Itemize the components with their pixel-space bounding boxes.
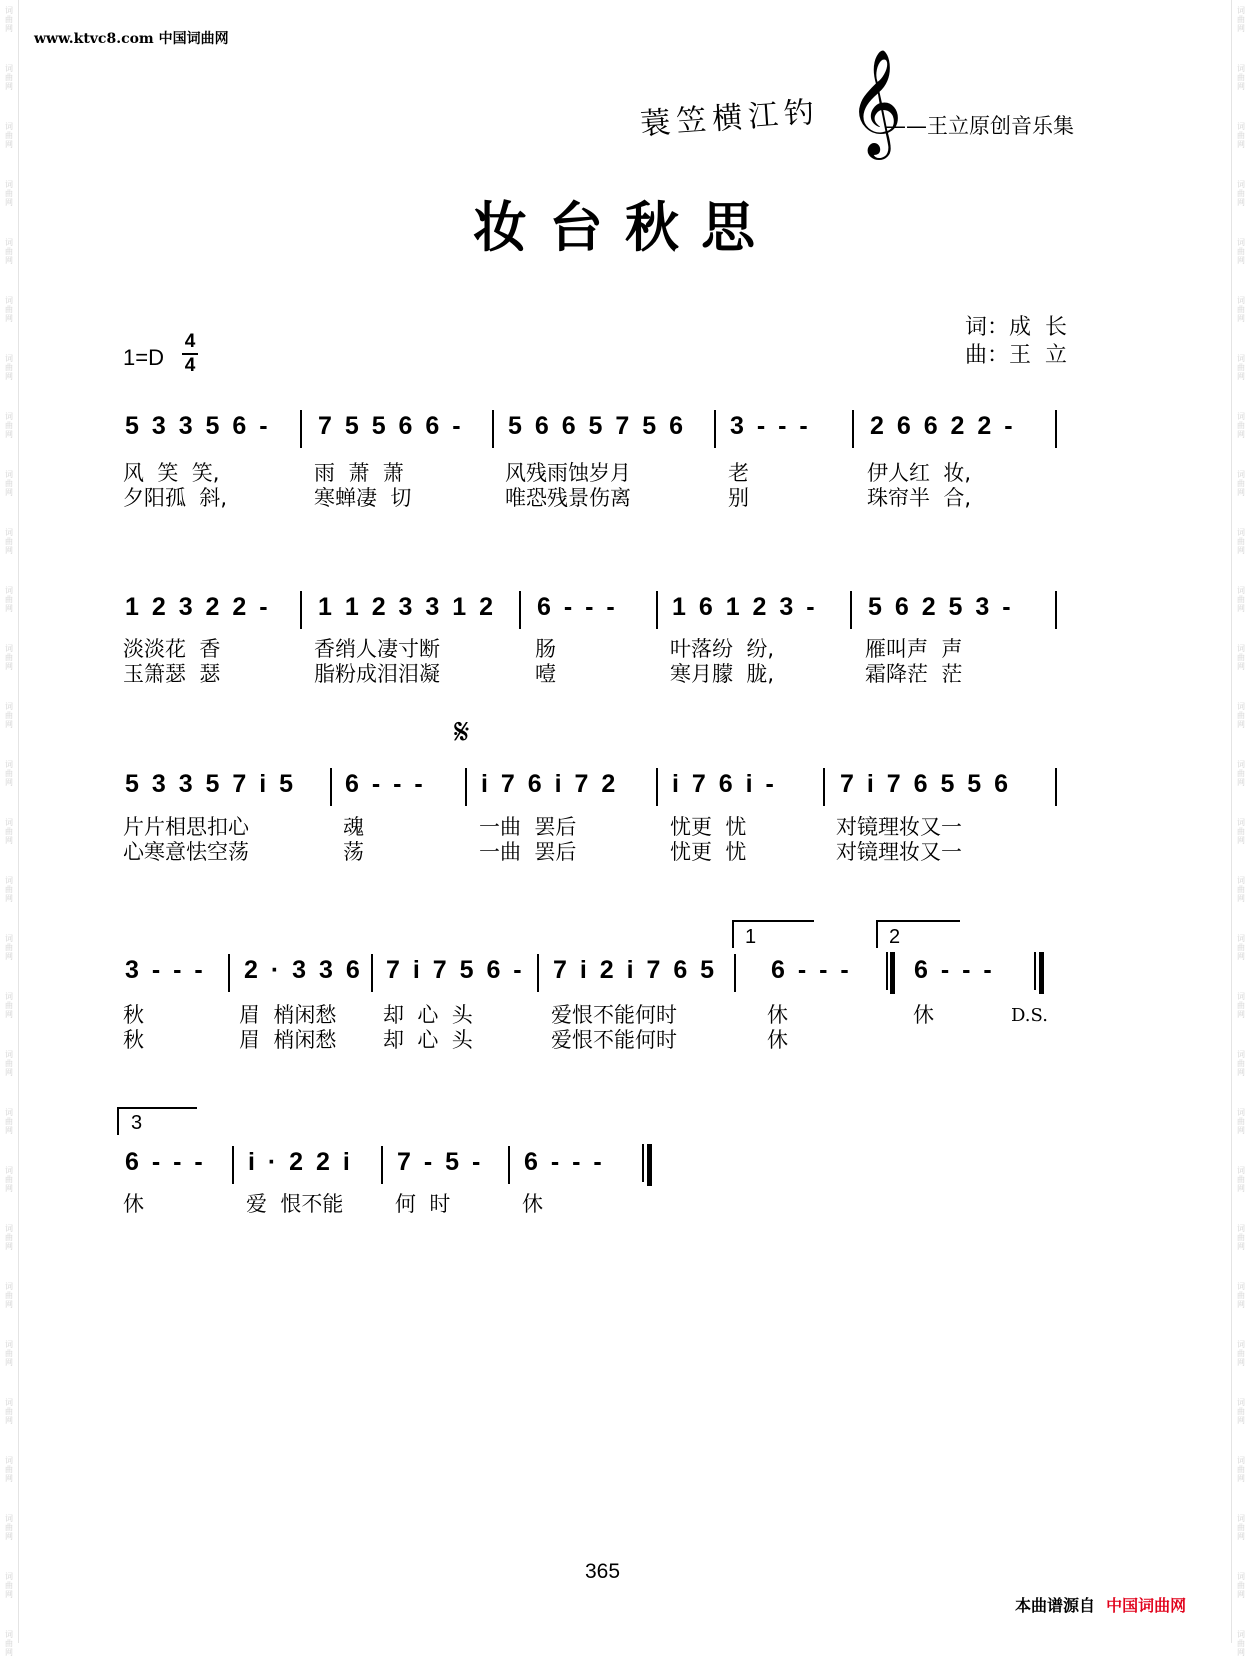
lyricist-credit: 词：成 长 bbox=[965, 315, 1067, 340]
watermark-text: 词 曲 网 bbox=[1237, 702, 1245, 729]
lyric-verse-1: 却 心 头 bbox=[383, 1003, 473, 1027]
watermark-text: 词 曲 网 bbox=[1237, 180, 1245, 207]
barline bbox=[656, 591, 658, 629]
collection-subtitle: ——王立原创音乐集 bbox=[885, 114, 1074, 138]
lyric-verse-1: 香绡人凄寸断 bbox=[314, 637, 440, 661]
measure-notes: 2 6 6 2 2 - bbox=[870, 412, 1016, 440]
watermark-text: 词 曲 网 bbox=[1237, 644, 1245, 671]
measure-notes: 7 i 2 i 7 6 5 bbox=[553, 956, 718, 984]
watermark-text: 词 曲 网 bbox=[5, 412, 13, 439]
lyric-verse-1: 雨 萧 萧 bbox=[314, 461, 404, 485]
lyric-verse-1: 眉 梢闲愁 bbox=[239, 1003, 337, 1027]
watermark-text: 词 曲 网 bbox=[1237, 6, 1245, 33]
measure-notes: 6 - - - bbox=[537, 593, 618, 621]
barline bbox=[1055, 768, 1057, 806]
watermark-text: 词 曲 网 bbox=[5, 702, 13, 729]
key-signature: 1=D bbox=[123, 345, 164, 370]
volta-number-3: 3 bbox=[131, 1112, 143, 1134]
barline bbox=[850, 591, 852, 629]
measure-notes: i 7 6 i - bbox=[672, 770, 777, 798]
repeat-barline-thick bbox=[890, 952, 895, 994]
watermark-text: 词 曲 网 bbox=[5, 1166, 13, 1193]
watermark-text: 词 曲 网 bbox=[5, 122, 13, 149]
measure-notes: 7 5 5 6 6 - bbox=[318, 412, 464, 440]
watermark-text: 词 曲 网 bbox=[1237, 470, 1245, 497]
lyric-verse-2: 却 心 头 bbox=[383, 1028, 473, 1052]
watermark-text: 词 曲 网 bbox=[5, 1514, 13, 1541]
barline bbox=[492, 410, 494, 448]
watermark-text: 词 曲 网 bbox=[1237, 528, 1245, 555]
barline bbox=[852, 410, 854, 448]
barline bbox=[714, 410, 716, 448]
measure-notes: 1 6 1 2 3 - bbox=[672, 593, 818, 621]
watermark-text: 词 曲 网 bbox=[5, 644, 13, 671]
watermark-text: 词 曲 网 bbox=[1237, 296, 1245, 323]
time-signature-bottom: 4 bbox=[184, 355, 196, 376]
lyric-verse-2: 夕阳孤 斜, bbox=[123, 486, 228, 510]
final-barline bbox=[642, 1144, 644, 1182]
lyric-verse-1: 魂 bbox=[343, 815, 364, 839]
site-name: 中国词曲网 bbox=[158, 31, 229, 47]
barline bbox=[734, 954, 736, 992]
lyric-verse-2: 对镜理妆又一 bbox=[836, 840, 962, 864]
watermark-text: 词 曲 网 bbox=[5, 6, 13, 33]
lyric-verse-1: 风 笑 笑, bbox=[123, 461, 220, 485]
dal-segno-mark: D.S. bbox=[1011, 1005, 1048, 1026]
watermark-text: 词 曲 网 bbox=[1237, 1050, 1245, 1077]
collection-title: 蓑笠横江钓 bbox=[639, 94, 822, 143]
lyric-verse-2: 寒月朦 胧, bbox=[670, 662, 775, 686]
lyric-verse-1: 爱 恨不能 bbox=[246, 1192, 344, 1216]
watermark-text: 词 曲 网 bbox=[5, 876, 13, 903]
lyric-verse-1: 忧更 忧 bbox=[670, 815, 747, 839]
site-header bbox=[34, 28, 229, 48]
song-title: 妆台秋思 bbox=[473, 195, 777, 259]
watermark-text: 词 曲 网 bbox=[5, 1572, 13, 1599]
segno-icon: 𝄋 bbox=[454, 712, 470, 753]
lyric-verse-2: 玉箫瑟 瑟 bbox=[123, 662, 221, 686]
watermark-text: 词 曲 网 bbox=[5, 934, 13, 961]
measure-notes: 1 1 2 3 3 1 2 bbox=[318, 593, 497, 621]
measure-notes: 5 6 2 5 3 - bbox=[868, 593, 1014, 621]
measure-notes: 7 i 7 5 6 - bbox=[386, 956, 525, 984]
watermark-text: 词 曲 网 bbox=[5, 760, 13, 787]
watermark-text: 词 曲 网 bbox=[1237, 1630, 1245, 1657]
watermark-text: 词 曲 网 bbox=[5, 818, 13, 845]
lyric-verse-1: 雁叫声 声 bbox=[865, 637, 963, 661]
lyric-verse-1: 休 bbox=[522, 1192, 543, 1216]
lyric-verse-2: 脂粉成泪泪凝 bbox=[314, 662, 440, 686]
watermark-text: 词 曲 网 bbox=[5, 296, 13, 323]
lyric-verse-2: 秋 bbox=[123, 1028, 144, 1052]
lyric-verse-2: 唯恐残景伤离 bbox=[505, 486, 631, 510]
barline bbox=[519, 591, 521, 629]
watermark-text: 词 曲 网 bbox=[1237, 1224, 1245, 1251]
repeat-barline bbox=[886, 952, 888, 990]
watermark-text: 词 曲 网 bbox=[5, 1456, 13, 1483]
volta-bracket-3 bbox=[117, 1107, 197, 1135]
lyric-verse-1: 休 bbox=[913, 1003, 934, 1027]
watermark-text: 词 曲 网 bbox=[1237, 1398, 1245, 1425]
source-credit bbox=[1015, 1593, 1186, 1616]
watermark-text: 词 曲 网 bbox=[1237, 818, 1245, 845]
lyric-verse-2: 爱恨不能何时 bbox=[551, 1028, 677, 1052]
barline bbox=[371, 954, 373, 992]
measure-notes: i · 2 2 i bbox=[248, 1148, 353, 1176]
watermark-text: 词 曲 网 bbox=[5, 992, 13, 1019]
lyric-verse-1: 一曲 罢后 bbox=[479, 815, 577, 839]
watermark-text: 词 曲 网 bbox=[1237, 1456, 1245, 1483]
watermark-text: 词 曲 网 bbox=[5, 1630, 13, 1657]
measure-notes: 5 6 6 5 7 5 6 bbox=[508, 412, 687, 440]
watermark-text: 词 曲 网 bbox=[5, 1108, 13, 1135]
watermark-text: 词 曲 网 bbox=[5, 354, 13, 381]
measure-notes: 5 3 3 5 7 i 5 bbox=[125, 770, 297, 798]
lyric-verse-1: 伊人红 妆, bbox=[867, 461, 972, 485]
lyric-verse-1: 老 bbox=[728, 461, 749, 485]
watermark-text: 词 曲 网 bbox=[1237, 1514, 1245, 1541]
watermark-text: 词 曲 网 bbox=[5, 1398, 13, 1425]
lyric-verse-1: 秋 bbox=[123, 1003, 144, 1027]
measure-notes: 6 - - - bbox=[914, 956, 995, 984]
watermark-text: 词 曲 网 bbox=[1237, 992, 1245, 1019]
barline bbox=[232, 1146, 234, 1184]
lyric-verse-2: 别 bbox=[728, 486, 749, 510]
lyric-verse-1: 对镜理妆又一 bbox=[836, 815, 962, 839]
lyric-verse-2: 寒蝉凄 切 bbox=[314, 486, 412, 510]
watermark-text: 词 曲 网 bbox=[1237, 586, 1245, 613]
barline bbox=[656, 768, 658, 806]
measure-notes: i 7 6 i 7 2 bbox=[481, 770, 619, 798]
barline bbox=[823, 768, 825, 806]
measure-notes: 3 - - - bbox=[730, 412, 811, 440]
volta-number-1: 1 bbox=[745, 926, 757, 948]
final-barline-thick bbox=[647, 1144, 652, 1186]
barline bbox=[300, 591, 302, 629]
watermark-text: 词 曲 网 bbox=[5, 528, 13, 555]
watermark-text: 词 曲 网 bbox=[5, 180, 13, 207]
watermark-text: 词 曲 网 bbox=[1237, 876, 1245, 903]
lyric-verse-2: 休 bbox=[767, 1028, 788, 1052]
barline bbox=[330, 768, 332, 806]
lyric-verse-2: 霜降茫 茫 bbox=[865, 662, 963, 686]
barline bbox=[1055, 591, 1057, 629]
watermark-text: 词 曲 网 bbox=[5, 586, 13, 613]
volta-number-2: 2 bbox=[889, 926, 901, 948]
measure-notes: 7 - 5 - bbox=[397, 1148, 484, 1176]
watermark-text: 词 曲 网 bbox=[1237, 760, 1245, 787]
watermark-text: 词 曲 网 bbox=[5, 1050, 13, 1077]
lyric-verse-1: 爱恨不能何时 bbox=[551, 1003, 677, 1027]
measure-notes: 3 - - - bbox=[125, 956, 206, 984]
barline bbox=[537, 954, 539, 992]
lyric-verse-2: 忧更 忧 bbox=[670, 840, 747, 864]
watermark-text: 词 曲 网 bbox=[1237, 934, 1245, 961]
lyric-verse-1: 叶落纷 纷, bbox=[670, 637, 775, 661]
lyric-verse-1: 休 bbox=[123, 1192, 144, 1216]
watermark-text: 词 曲 网 bbox=[1237, 412, 1245, 439]
lyric-verse-1: 风残雨蚀岁月 bbox=[505, 461, 631, 485]
lyric-verse-1: 何 时 bbox=[395, 1192, 451, 1216]
barline bbox=[508, 1146, 510, 1184]
measure-notes: 5 3 3 5 6 - bbox=[125, 412, 271, 440]
page-number: 365 bbox=[585, 1560, 621, 1583]
lyric-verse-2: 心寒意怯空荡 bbox=[123, 840, 249, 864]
barline bbox=[465, 768, 467, 806]
watermark-text: 词 曲 网 bbox=[1237, 1166, 1245, 1193]
watermark-text: 词 曲 网 bbox=[1237, 238, 1245, 265]
watermark-text: 词 曲 网 bbox=[1237, 122, 1245, 149]
repeat-barline-thick bbox=[1039, 952, 1044, 994]
lyric-verse-2: 噎 bbox=[535, 662, 556, 686]
measure-notes: 6 - - - bbox=[771, 956, 852, 984]
lyric-verse-1: 休 bbox=[767, 1003, 788, 1027]
watermark-text: 词 曲 网 bbox=[5, 64, 13, 91]
watermark-text: 词 曲 网 bbox=[5, 1340, 13, 1367]
measure-notes: 2 · 3 3 6 bbox=[244, 956, 363, 984]
composer-credit: 曲：王 立 bbox=[965, 343, 1067, 368]
barline bbox=[1055, 410, 1057, 448]
watermark-text: 词 曲 网 bbox=[1237, 64, 1245, 91]
watermark-text: 词 曲 网 bbox=[5, 238, 13, 265]
measure-notes: 6 - - - bbox=[345, 770, 426, 798]
watermark-text: 词 曲 网 bbox=[1237, 354, 1245, 381]
watermark-text: 词 曲 网 bbox=[5, 1224, 13, 1251]
barline bbox=[381, 1146, 383, 1184]
measure-notes: 6 - - - bbox=[125, 1148, 206, 1176]
measure-notes: 7 i 7 6 5 5 6 bbox=[840, 770, 1012, 798]
watermark-text: 词 曲 网 bbox=[1237, 1572, 1245, 1599]
watermark-text: 词 曲 网 bbox=[1237, 1108, 1245, 1135]
time-signature-top: 4 bbox=[184, 331, 196, 352]
watermark-text: 词 曲 网 bbox=[1237, 1282, 1245, 1309]
lyric-verse-1: 淡淡花 香 bbox=[123, 637, 221, 661]
site-url: www.ktvc8.com bbox=[34, 31, 154, 47]
lyric-verse-2: 眉 梢闲愁 bbox=[239, 1028, 337, 1052]
time-signature bbox=[182, 332, 198, 376]
lyric-verse-2: 荡 bbox=[343, 840, 364, 864]
watermark-text: 词 曲 网 bbox=[5, 1282, 13, 1309]
measure-notes: 1 2 3 2 2 - bbox=[125, 593, 271, 621]
lyric-verse-2: 一曲 罢后 bbox=[479, 840, 577, 864]
source-label: 本曲谱源自 bbox=[1015, 1596, 1096, 1615]
watermark-text: 词 曲 网 bbox=[5, 470, 13, 497]
measure-notes: 6 - - - bbox=[524, 1148, 605, 1176]
barline bbox=[228, 954, 230, 992]
barline bbox=[300, 410, 302, 448]
lyric-verse-1: 片片相思扣心 bbox=[123, 815, 249, 839]
treble-clef-icon: 𝄞 bbox=[848, 48, 903, 155]
watermark-text: 词 曲 网 bbox=[1237, 1340, 1245, 1367]
lyric-verse-2: 珠帘半 合, bbox=[867, 486, 972, 510]
source-site-link[interactable]: 中国词曲网 bbox=[1106, 1596, 1187, 1615]
repeat-barline bbox=[1034, 952, 1036, 990]
lyric-verse-1: 肠 bbox=[535, 637, 556, 661]
